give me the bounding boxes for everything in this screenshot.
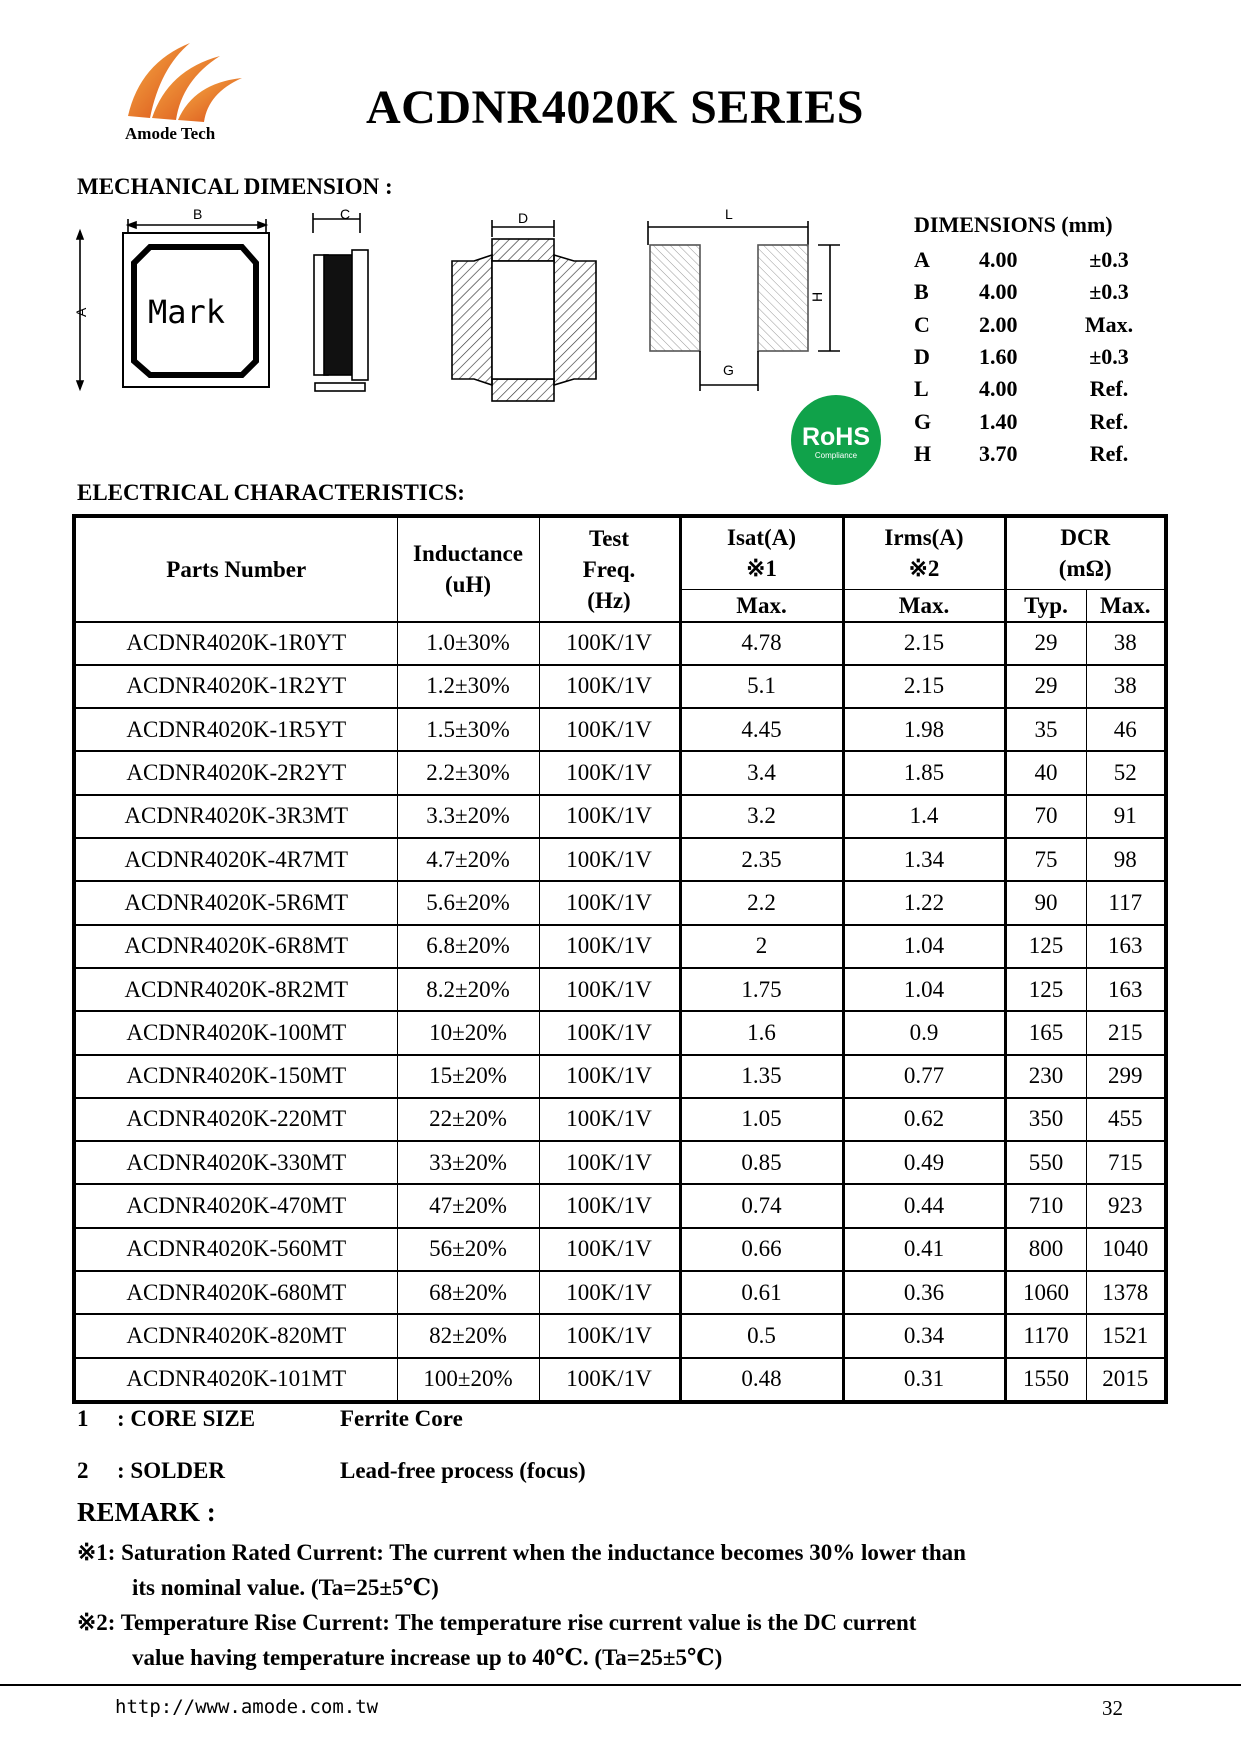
- dimensions-heading: DIMENSIONS (mm): [914, 212, 1113, 237]
- cell-dcr-max: 1378: [1086, 1271, 1166, 1314]
- cell-part-number: ACDNR4020K-100MT: [74, 1011, 397, 1054]
- cell-isat: 2: [680, 925, 843, 968]
- header-dcr: DCR (mΩ): [1005, 516, 1166, 589]
- cell-isat: 0.48: [680, 1358, 843, 1402]
- cell-dcr-typ: 165: [1005, 1011, 1086, 1054]
- cell-part-number: ACDNR4020K-680MT: [74, 1271, 397, 1314]
- cell-dcr-typ: 90: [1005, 881, 1086, 924]
- cell-dcr-max: 38: [1086, 665, 1166, 708]
- cell-isat: 0.85: [680, 1141, 843, 1184]
- cell-dcr-max: 923: [1086, 1184, 1166, 1227]
- cell-part-number: ACDNR4020K-8R2MT: [74, 968, 397, 1011]
- cell-test-freq: 100K/1V: [539, 881, 680, 924]
- table-row: [74, 881, 1166, 924]
- cell-dcr-typ: 710: [1005, 1184, 1086, 1227]
- cell-test-freq: 100K/1V: [539, 751, 680, 794]
- rohs-text: RoHS: [801, 423, 871, 451]
- cell-dcr-max: 2015: [1086, 1358, 1166, 1402]
- cell-dcr-typ: 1060: [1005, 1271, 1086, 1314]
- table-row: [74, 1141, 1166, 1184]
- cell-dcr-typ: 230: [1005, 1055, 1086, 1098]
- cell-dcr-typ: 1170: [1005, 1314, 1086, 1357]
- cell-dcr-typ: 125: [1005, 968, 1086, 1011]
- mark-text: Mark: [148, 293, 226, 331]
- cell-test-freq: 100K/1V: [539, 1184, 680, 1227]
- cell-isat: 0.61: [680, 1271, 843, 1314]
- cell-part-number: ACDNR4020K-1R2YT: [74, 665, 397, 708]
- table-row: [74, 665, 1166, 708]
- cell-test-freq: 100K/1V: [539, 1055, 680, 1098]
- remark-2: ※2: Temperature Rise Current: The temperature rise current value is the DC current value having temperature increase up to 40℃. (Ta=25±5℃): [77, 1610, 917, 1670]
- cell-test-freq: 100K/1V: [539, 1011, 680, 1054]
- cell-inductance: 56±20%: [397, 1228, 539, 1271]
- cell-dcr-typ: 35: [1005, 708, 1086, 751]
- cell-dcr-max: 715: [1086, 1141, 1166, 1184]
- cell-dcr-max: 38: [1086, 622, 1166, 665]
- note-core-size: 1 : CORE SIZE Ferrite Core: [77, 1406, 463, 1431]
- dimension-row: B 4.00 ±0.3: [914, 279, 1129, 305]
- header-dcr-max: Max.: [1086, 589, 1166, 622]
- cell-inductance: 5.6±20%: [397, 881, 539, 924]
- cell-inductance: 1.2±30%: [397, 665, 539, 708]
- cell-test-freq: 100K/1V: [539, 1271, 680, 1314]
- cell-dcr-typ: 75: [1005, 838, 1086, 881]
- cell-isat: 3.4: [680, 751, 843, 794]
- footer-divider: [0, 1684, 1241, 1686]
- cell-irms: 0.34: [843, 1314, 1005, 1357]
- cell-isat: 4.45: [680, 708, 843, 751]
- cell-inductance: 3.3±20%: [397, 795, 539, 838]
- header-irms-max: Max.: [843, 589, 1005, 622]
- cell-test-freq: 100K/1V: [539, 1098, 680, 1141]
- dimension-row: C 2.00 Max.: [914, 311, 1134, 337]
- document-title: ACDNR4020K SERIES: [366, 81, 864, 134]
- cell-part-number: ACDNR4020K-560MT: [74, 1228, 397, 1271]
- dimension-row: D 1.60 ±0.3: [914, 344, 1129, 370]
- cell-dcr-max: 52: [1086, 751, 1166, 794]
- footer-url[interactable]: http://www.amode.com.tw: [115, 1696, 379, 1718]
- cell-irms: 0.77: [843, 1055, 1005, 1098]
- cell-dcr-max: 117: [1086, 881, 1166, 924]
- cell-isat: 1.05: [680, 1098, 843, 1141]
- dimension-row: L 4.00 Ref.: [914, 376, 1129, 402]
- cell-isat: 1.6: [680, 1011, 843, 1054]
- cell-inductance: 2.2±30%: [397, 751, 539, 794]
- page-number: 32: [1102, 1696, 1123, 1720]
- cell-dcr-max: 299: [1086, 1055, 1166, 1098]
- cell-dcr-typ: 350: [1005, 1098, 1086, 1141]
- cell-part-number: ACDNR4020K-3R3MT: [74, 795, 397, 838]
- dimension-row: G 1.40 Ref.: [914, 408, 1129, 434]
- mechanical-drawing: [73, 205, 858, 405]
- cell-test-freq: 100K/1V: [539, 1228, 680, 1271]
- dim-label-d: D: [518, 210, 529, 226]
- cell-inductance: 6.8±20%: [397, 925, 539, 968]
- table-row: [74, 968, 1166, 1011]
- table-row: [74, 622, 1166, 665]
- dim-label-b: B: [193, 206, 203, 222]
- header-part-number: Parts Number: [74, 516, 397, 622]
- cell-irms: 0.49: [843, 1141, 1005, 1184]
- table-row: [74, 838, 1166, 881]
- cell-irms: 1.22: [843, 881, 1005, 924]
- dim-label-g: G: [723, 362, 734, 378]
- cell-irms: 0.31: [843, 1358, 1005, 1402]
- dimensions-table: [914, 212, 1149, 470]
- cell-isat: 3.2: [680, 795, 843, 838]
- cell-part-number: ACDNR4020K-1R5YT: [74, 708, 397, 751]
- cell-irms: 0.9: [843, 1011, 1005, 1054]
- cell-test-freq: 100K/1V: [539, 968, 680, 1011]
- dim-label-l: L: [725, 206, 733, 222]
- cell-dcr-typ: 1550: [1005, 1358, 1086, 1402]
- cell-irms: 1.98: [843, 708, 1005, 751]
- cell-part-number: ACDNR4020K-2R2YT: [74, 751, 397, 794]
- remark-heading: REMARK :: [77, 1497, 216, 1527]
- cell-inductance: 100±20%: [397, 1358, 539, 1402]
- cell-isat: 1.35: [680, 1055, 843, 1098]
- cell-part-number: ACDNR4020K-330MT: [74, 1141, 397, 1184]
- cell-irms: 0.36: [843, 1271, 1005, 1314]
- cell-dcr-typ: 40: [1005, 751, 1086, 794]
- dimension-row: A 4.00 ±0.3: [914, 247, 1129, 273]
- cell-test-freq: 100K/1V: [539, 708, 680, 751]
- note-solder: 2 : SOLDER Lead-free process (focus): [77, 1458, 586, 1483]
- remark-1: ※1: Saturation Rated Current: The current when the inductance becomes 30% lower than its nominal value. (Ta=25±5℃): [77, 1540, 966, 1600]
- rohs-subtext: Compliance: [814, 451, 858, 460]
- cell-isat: 5.1: [680, 665, 843, 708]
- cell-isat: 0.66: [680, 1228, 843, 1271]
- header-irms: Irms(A) ※2: [843, 516, 1005, 589]
- cell-irms: 1.34: [843, 838, 1005, 881]
- table-row: [74, 1055, 1166, 1098]
- cell-test-freq: 100K/1V: [539, 622, 680, 665]
- cell-isat: 1.75: [680, 968, 843, 1011]
- dim-label-h: H: [809, 291, 825, 302]
- cell-inductance: 22±20%: [397, 1098, 539, 1141]
- cell-part-number: ACDNR4020K-6R8MT: [74, 925, 397, 968]
- cell-dcr-max: 163: [1086, 968, 1166, 1011]
- cell-dcr-typ: 125: [1005, 925, 1086, 968]
- table-row: [74, 1098, 1166, 1141]
- cell-irms: 0.44: [843, 1184, 1005, 1227]
- cell-part-number: ACDNR4020K-470MT: [74, 1184, 397, 1227]
- header-dcr-typ: Typ.: [1005, 589, 1086, 622]
- cell-irms: 0.41: [843, 1228, 1005, 1271]
- cell-irms: 0.62: [843, 1098, 1005, 1141]
- table-row: [74, 1011, 1166, 1054]
- cell-part-number: ACDNR4020K-820MT: [74, 1314, 397, 1357]
- table-row: [74, 1184, 1166, 1227]
- cell-dcr-max: 46: [1086, 708, 1166, 751]
- table-row: [74, 1358, 1166, 1402]
- cell-dcr-typ: 800: [1005, 1228, 1086, 1271]
- cell-irms: 2.15: [843, 622, 1005, 665]
- cell-inductance: 1.0±30%: [397, 622, 539, 665]
- cell-part-number: ACDNR4020K-5R6MT: [74, 881, 397, 924]
- electrical-characteristics-heading: ELECTRICAL CHARACTERISTICS:: [77, 480, 465, 505]
- cell-inductance: 15±20%: [397, 1055, 539, 1098]
- table-row: [74, 795, 1166, 838]
- cell-irms: 1.85: [843, 751, 1005, 794]
- header-isat-max: Max.: [680, 589, 843, 622]
- cell-dcr-max: 91: [1086, 795, 1166, 838]
- brand-name: Amode Tech: [125, 124, 216, 143]
- header-isat: Isat(A) ※1: [680, 516, 843, 589]
- cell-dcr-max: 1040: [1086, 1228, 1166, 1271]
- cell-inductance: 33±20%: [397, 1141, 539, 1184]
- cell-inductance: 8.2±20%: [397, 968, 539, 1011]
- mechanical-dimension-heading: MECHANICAL DIMENSION :: [77, 174, 393, 199]
- cell-dcr-max: 98: [1086, 838, 1166, 881]
- cell-test-freq: 100K/1V: [539, 838, 680, 881]
- dim-label-c: C: [340, 206, 351, 222]
- cell-dcr-max: 163: [1086, 925, 1166, 968]
- cell-test-freq: 100K/1V: [539, 925, 680, 968]
- dim-label-a: A: [73, 307, 89, 317]
- cell-test-freq: 100K/1V: [539, 1358, 680, 1402]
- cell-irms: 1.04: [843, 925, 1005, 968]
- cell-inductance: 82±20%: [397, 1314, 539, 1357]
- cell-dcr-max: 1521: [1086, 1314, 1166, 1357]
- cell-irms: 1.04: [843, 968, 1005, 1011]
- cell-inductance: 4.7±20%: [397, 838, 539, 881]
- cell-test-freq: 100K/1V: [539, 1141, 680, 1184]
- table-row: [74, 1314, 1166, 1357]
- cell-part-number: ACDNR4020K-220MT: [74, 1098, 397, 1141]
- cell-isat: 0.5: [680, 1314, 843, 1357]
- table-row: [74, 1271, 1166, 1314]
- cell-dcr-max: 455: [1086, 1098, 1166, 1141]
- cell-dcr-typ: 70: [1005, 795, 1086, 838]
- cell-isat: 4.78: [680, 622, 843, 665]
- table-row: [74, 708, 1166, 751]
- cell-inductance: 1.5±30%: [397, 708, 539, 751]
- cell-dcr-typ: 29: [1005, 665, 1086, 708]
- rohs-badge: [790, 394, 882, 486]
- header-inductance: Inductance (uH): [397, 516, 539, 622]
- cell-test-freq: 100K/1V: [539, 1314, 680, 1357]
- table-row: [74, 751, 1166, 794]
- cell-irms: 1.4: [843, 795, 1005, 838]
- cell-isat: 2.35: [680, 838, 843, 881]
- table-row: [74, 1228, 1166, 1271]
- table-row: [74, 925, 1166, 968]
- cell-dcr-typ: 29: [1005, 622, 1086, 665]
- cell-irms: 2.15: [843, 665, 1005, 708]
- dimension-row: H 3.70 Ref.: [914, 440, 1129, 466]
- cell-part-number: ACDNR4020K-4R7MT: [74, 838, 397, 881]
- cell-test-freq: 100K/1V: [539, 795, 680, 838]
- header-test-freq: Test Freq. (Hz): [539, 516, 680, 622]
- cell-part-number: ACDNR4020K-101MT: [74, 1358, 397, 1402]
- cell-isat: 2.2: [680, 881, 843, 924]
- cell-dcr-max: 215: [1086, 1011, 1166, 1054]
- cell-inductance: 10±20%: [397, 1011, 539, 1054]
- cell-part-number: ACDNR4020K-150MT: [74, 1055, 397, 1098]
- cell-isat: 0.74: [680, 1184, 843, 1227]
- cell-test-freq: 100K/1V: [539, 665, 680, 708]
- cell-part-number: ACDNR4020K-1R0YT: [74, 622, 397, 665]
- electrical-table: [72, 514, 1168, 1404]
- cell-inductance: 47±20%: [397, 1184, 539, 1227]
- cell-inductance: 68±20%: [397, 1271, 539, 1314]
- cell-dcr-typ: 550: [1005, 1141, 1086, 1184]
